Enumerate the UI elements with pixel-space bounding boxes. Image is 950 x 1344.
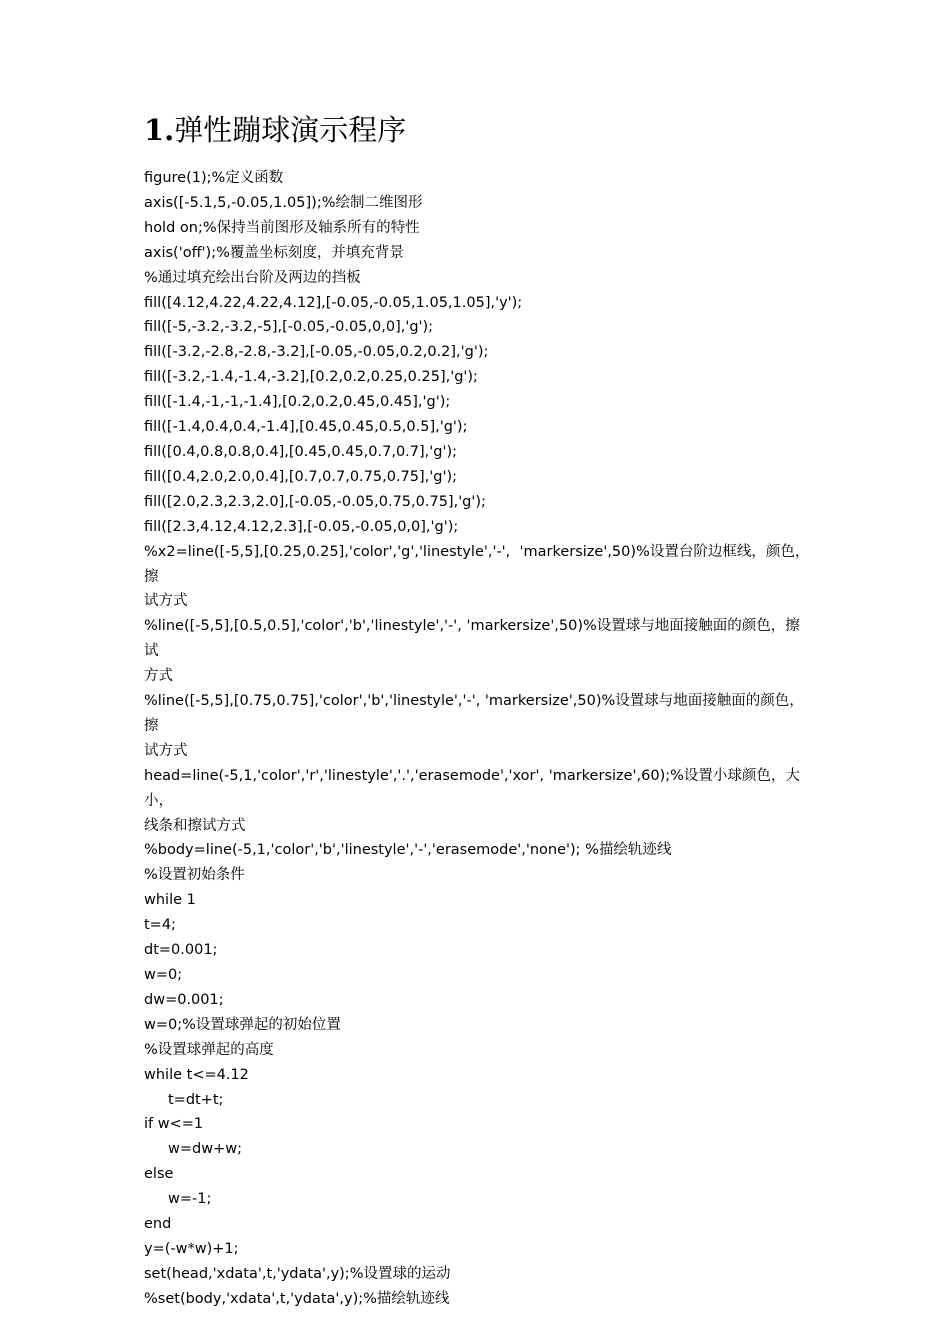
code-line: fill([-1.4,-1,-1,-1.4],[0.2,0.2,0.45,0.45],'g'); xyxy=(144,394,451,411)
code-line: %set(body,'xdata',t,'ydata',y);%描绘轨迹线 xyxy=(144,1290,450,1307)
document-title xyxy=(144,110,406,150)
code-line: set(head,'xdata',t,'ydata',y);%设置球的运动 xyxy=(144,1265,451,1282)
code-line: fill([0.4,2.0,2.0,0.4],[0.7,0.7,0.75,0.75],'g'); xyxy=(144,468,457,485)
code-line: 线条和擦试方式 xyxy=(144,817,246,834)
code-line: %x2=line([-5,5],[0.25,0.25],'color','g','linestyle','-', 'markersize',50)%设置台阶边框线，颜色，擦 xyxy=(144,543,810,585)
code-line: t=4; xyxy=(144,917,176,934)
code-line: %body=line(-5,1,'color','b','linestyle','-','erasemode','none'); %描绘轨迹线 xyxy=(144,842,672,859)
code-line: fill([2.3,4.12,4.12,2.3],[-0.05,-0.05,0,0],'g'); xyxy=(144,518,459,535)
code-line: fill([-1.4,0.4,0.4,-1.4],[0.45,0.45,0.5,0.5],'g'); xyxy=(144,419,468,436)
code-line: w=-1; xyxy=(168,1191,212,1208)
code-line: fill([-5,-3.2,-3.2,-5],[-0.05,-0.05,0,0],'g'); xyxy=(144,319,434,336)
title-text: 弹性蹦球演示程序 xyxy=(174,113,407,147)
code-line: t=dt+t; xyxy=(168,1091,224,1108)
code-line: fill([-3.2,-2.8,-2.8,-3.2],[-0.05,-0.05,0.2,0.2],'g'); xyxy=(144,344,489,361)
code-line: 方式 xyxy=(144,668,173,685)
code-line: while t<=4.12 xyxy=(144,1066,249,1083)
code-line: w=0;%设置球弹起的初始位置 xyxy=(144,1016,341,1033)
code-line: dw=0.001; xyxy=(144,991,224,1008)
code-line: 试方式 xyxy=(144,593,188,610)
code-line: fill([-3.2,-1.4,-1.4,-3.2],[0.2,0.2,0.25,0.25],'g'); xyxy=(144,369,478,386)
code-line: fill([2.0,2.3,2.3,2.0],[-0.05,-0.05,0.75,0.75],'g'); xyxy=(144,493,486,510)
code-line: %通过填充绘出台阶及两边的挡板 xyxy=(144,269,361,286)
code-line: %设置初始条件 xyxy=(144,867,245,884)
code-line: axis('off');%覆盖坐标刻度，并填充背景 xyxy=(144,244,404,261)
code-line: while 1 xyxy=(144,892,196,909)
code-line: 试方式 xyxy=(144,742,188,759)
code-line: if w<=1 xyxy=(144,1116,204,1133)
code-line: %line([-5,5],[0.5,0.5],'color','b','linestyle','-', 'markersize',50)%设置球与地面接触面的颜色，擦试 xyxy=(144,618,800,660)
code-line: fill([0.4,0.8,0.8,0.4],[0.45,0.45,0.7,0.7],'g'); xyxy=(144,443,457,460)
code-line: fill([4.12,4.22,4.22,4.12],[-0.05,-0.05,1.05,1.05],'y'); xyxy=(144,294,523,311)
code-listing xyxy=(144,166,810,1312)
code-line: y=(-w*w)+1; xyxy=(144,1240,239,1257)
code-line: head=line(-5,1,'color','r','linestyle','.','erasemode','xor', 'markersize',60);%设置小球颜色，大小， xyxy=(144,767,800,809)
code-line: %设置球弹起的高度 xyxy=(144,1041,274,1058)
code-line: w=0; xyxy=(144,967,183,983)
code-line: axis([-5.1,5,-0.05,1.05]);%绘制二维图形 xyxy=(144,194,423,211)
code-line: else xyxy=(144,1166,174,1183)
code-line: figure(1);%定义函数 xyxy=(144,170,284,186)
code-line: end xyxy=(144,1216,172,1233)
title-number: 1. xyxy=(144,113,175,147)
code-line: w=dw+w; xyxy=(168,1141,242,1158)
code-line: %line([-5,5],[0.75,0.75],'color','b','linestyle','-', 'markersize',50)%设置球与地面接触面的颜色，擦 xyxy=(144,693,804,734)
code-line: dt=0.001; xyxy=(144,942,218,959)
code-line: hold on;%保持当前图形及轴系所有的特性 xyxy=(144,219,420,236)
